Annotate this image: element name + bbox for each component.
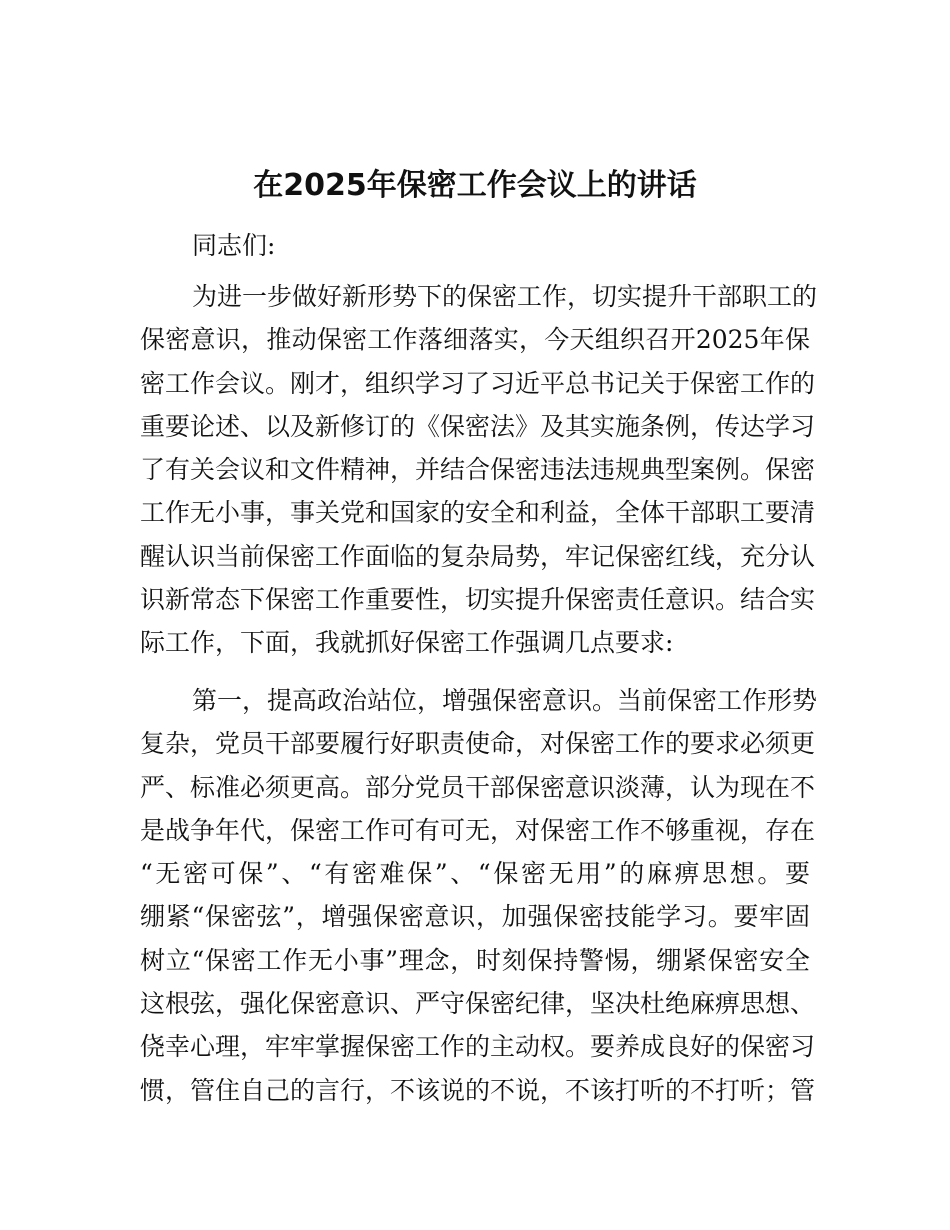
text-line: 第一，提高政治站位，增强保密意识。当前保密工作形势	[192, 686, 818, 715]
salutation-text: 同志们:	[192, 231, 276, 260]
text-line: 为进一步做好新形势下的保密工作，切实提升干部职工的	[192, 282, 818, 311]
text-line: 识新常态下保密工作重要性，切实提升保密责任意识。结合实	[140, 585, 816, 615]
text-line: 侥幸心理，牢牢掌握保密工作的主动权。要养成良好的保密习	[140, 1032, 816, 1062]
text-line: 这根弦，强化保密意识、严守保密纪律，坚决杜绝麻痹思想、	[140, 989, 816, 1019]
text-line: 保密意识，推动保密工作落细落实，今天组织召开2025年保	[140, 325, 810, 355]
text-line: 惯，管住自己的言行，不该说的不说，不该打听的不打听；管	[140, 1075, 816, 1105]
text-line: 密工作会议。刚才，组织学习了习近平总书记关于保密工作的	[140, 368, 816, 398]
text-line: “无密可保”、“有密难保”、“保密无用”的麻痹思想。要	[140, 859, 810, 889]
paragraph-first-point	[140, 679, 818, 1112]
text-line: 严、标准必须更高。部分党员干部保密意识淡薄，认为现在不	[140, 772, 816, 802]
document-title: 在2025年保密工作会议上的讲话	[253, 168, 697, 203]
text-line: 醒认识当前保密工作面临的复杂局势，牢记保密红线，充分认	[140, 541, 816, 571]
text-line: 了有关会议和文件精神，并结合保密违法违规典型案例。保密	[140, 455, 816, 485]
text-line: 工作无小事，事关党和国家的安全和利益，全体干部职工要清	[140, 498, 816, 528]
salutation	[140, 224, 810, 267]
text-line: 重要论述、以及新修订的《保密法》及其实施条例，传达学习	[140, 411, 816, 441]
text-line: 树立“保密工作无小事”理念，时刻保持警惕，绷紧保密安全	[140, 945, 810, 975]
paragraph-intro	[140, 275, 818, 665]
text-line: 复杂，党员干部要履行好职责使命，对保密工作的要求必须更	[140, 729, 816, 759]
text-line: 际工作，下面，我就抓好保密工作强调几点要求:	[140, 628, 674, 658]
text-line: 是战争年代，保密工作可有可无，对保密工作不够重视，存在	[140, 815, 816, 845]
text-line: 绷紧“保密弦”，增强保密意识，加强保密技能学习。要牢固	[140, 902, 810, 932]
